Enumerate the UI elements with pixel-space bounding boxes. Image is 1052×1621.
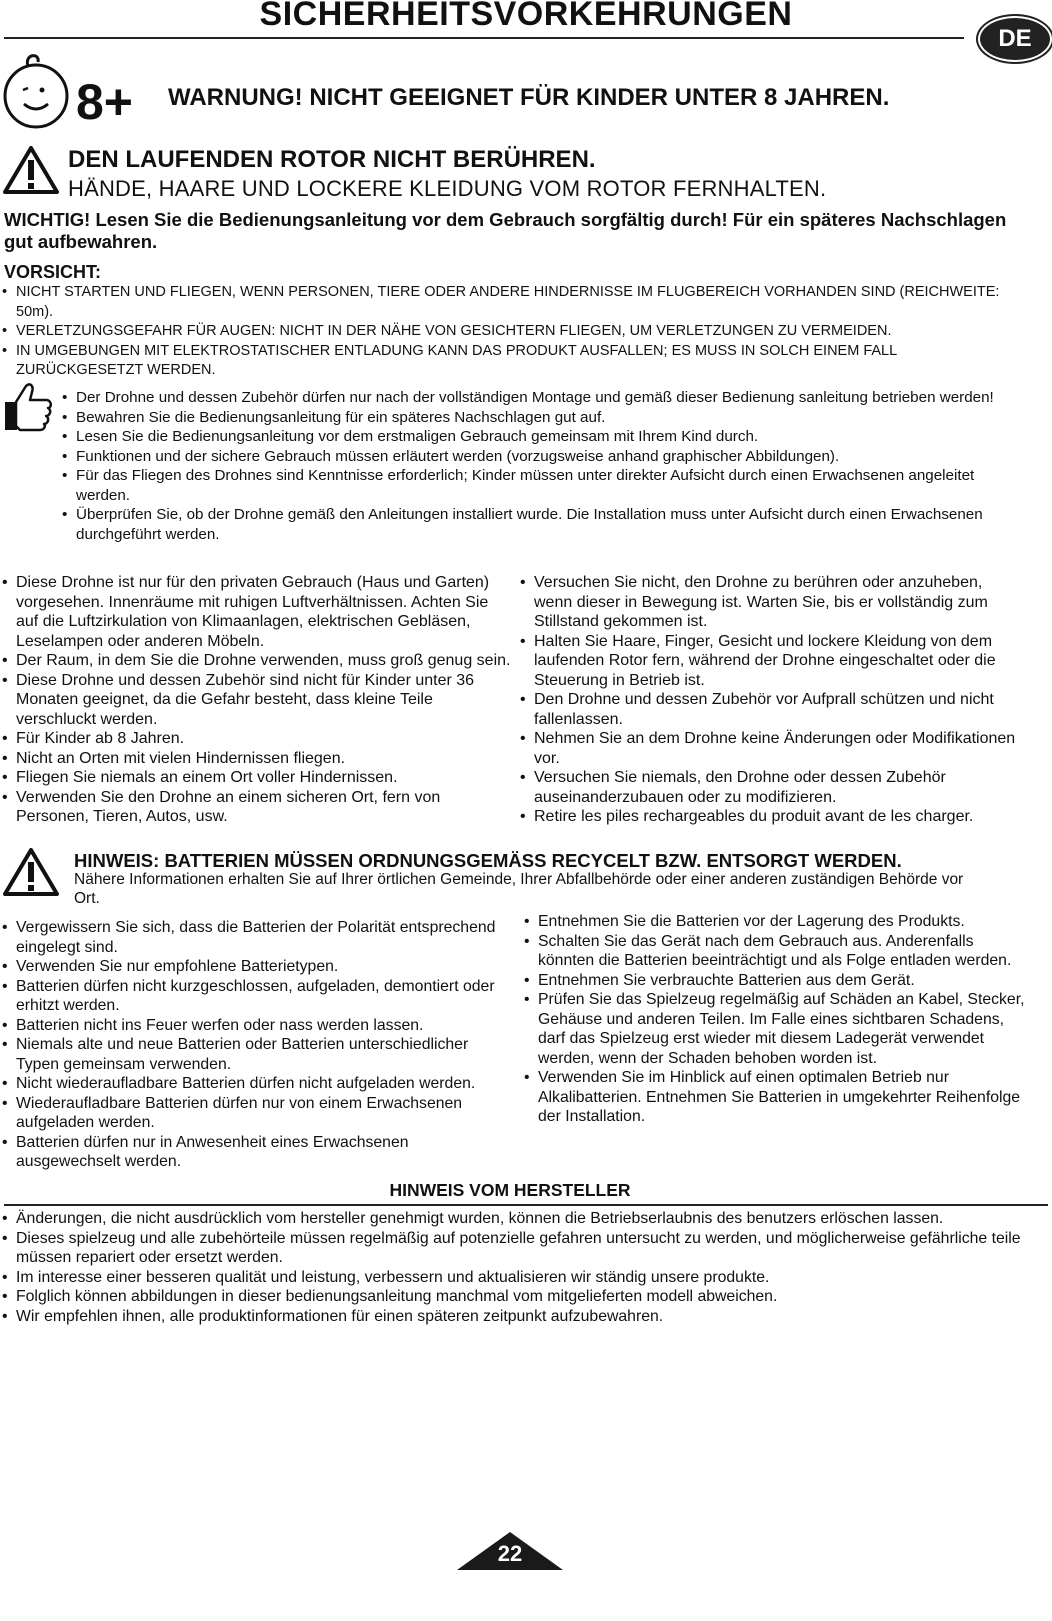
warning-triangle-icon [2, 144, 60, 196]
list-item: • Halten Sie Haare, Finger, Gesicht und lockere Kleidung von dem laufenden Rotor fern, während der Drohne eingeschaltet oder die Steuerung in Betrieb ist. [518, 632, 1023, 691]
age-warning: WARNUNG! NICHT GEEIGNET FÜR KINDER UNTER 8 JAHREN. [168, 84, 890, 111]
list-item: • Vergewissern Sie sich, dass die Batterien der Polarität entsprechend eingelegt sind. [0, 918, 512, 957]
caution-heading: VORSICHT: [4, 262, 102, 282]
list-item: • Nehmen Sie an dem Drohne keine Änderungen oder Modifikationen vor. [518, 729, 1023, 768]
list-item: • Änderungen, die nicht ausdrücklich vom hersteller genehmigt wurden, können die Betriebserlaubnis des benutzers erlöschen lassen. [0, 1209, 1030, 1229]
list-item: • Lesen Sie die Bedienungsanleitung vor dem erstmaligen Gebrauch gemeinsam mit Ihrem Kind durch. [60, 427, 1020, 447]
page-title: SICHERHEITSVORKEHRUNGEN [259, 0, 793, 33]
warning-triangle-icon [2, 846, 60, 898]
rotor-warning-subline: HÄNDE, HAARE UND LOCKERE KLEIDUNG VOM ROTOR FERNHALTEN. [68, 176, 827, 201]
list-item: • Batterien dürfen nicht kurzgeschlossen, aufgeladen, demontiert oder erhitzt werden. [0, 977, 512, 1016]
caution-list [0, 283, 1000, 381]
list-item: • Niemals alte und neue Batterien oder Batterien unterschiedlicher Typen gemeinsam verwenden. [0, 1035, 512, 1074]
rotor-warning-heading: DEN LAUFENDEN ROTOR NICHT BERÜHREN. [68, 146, 596, 173]
list-item: • Entnehmen Sie verbrauchte Batterien aus dem Gerät. [522, 971, 1027, 991]
list-item: • IN UMGEBUNGEN MIT ELEKTROSTATISCHER ENTLADUNG KANN DAS PRODUKT AUSFALLEN; ES MUSS IN SOLCH EINEM FALL ZURÜCKGESETZT WERDEN. [0, 342, 1000, 381]
list-item: • Folglich können abbildungen in dieser bedienungsanleitung manchmal vom mitgelieferten modell abweichen. [0, 1287, 1030, 1307]
battery-notice-heading: HINWEIS: BATTERIEN MÜSSEN ORDNUNGSGEMÄSS RECYCELT BZW. ENTSORGT WERDEN. [74, 850, 902, 871]
list-item: • Im interesse einer besseren qualität und leistung, verbessern und aktualisieren wir ständig unsere produkte. [0, 1268, 1030, 1288]
list-item: • Funktionen und der sichere Gebrauch müssen erläutert werden (vorzugsweise anhand graphischer Abbildungen). [60, 447, 1020, 467]
list-item: • Den Drohne und dessen Zubehör vor Aufprall schützen und nicht fallenlassen. [518, 690, 1023, 729]
list-item: • Batterien nicht ins Feuer werfen oder nass werden lassen. [0, 1016, 512, 1036]
list-item: • Wir empfehlen ihnen, alle produktinformationen für einen späteren zeitpunkt aufzubewahren. [0, 1307, 1030, 1327]
battery-list-right [522, 912, 1027, 1127]
thumbs-up-icon [2, 380, 56, 432]
list-item: • Fliegen Sie niemals an einem Ort voller Hindernissen. [0, 768, 512, 788]
tips-list [60, 388, 1020, 544]
list-item: • Bewahren Sie die Bedienungsanleitung für ein späteres Nachschlagen gut auf. [60, 408, 1020, 428]
list-item: • Diese Drohne ist nur für den privaten Gebrauch (Haus und Garten) vorgesehen. Innenräume mit ruhigen Luftverhältnissen. Achten Sie auf die Luftzirkulation von Klimaanlagen, elektrischen Gebläsen, Leselampen oder anderen Möbeln. [0, 573, 512, 651]
general-list-right [518, 573, 1023, 827]
list-item: • Schalten Sie das Gerät nach dem Gebrauch aus. Anderenfalls könnten die Batterien beeinträchtigt und als Folge entladen werden. [522, 932, 1027, 971]
list-item: • NICHT STARTEN UND FLIEGEN, WENN PERSONEN, TIERE ODER ANDERE HINDERNISSE IM FLUGBEREICH VORHANDEN SIND (REICHWEITE: 50m). [0, 283, 1000, 322]
list-item: • Der Raum, in dem Sie die Drohne verwenden, muss groß genug sein. [0, 651, 512, 671]
battery-list-left [0, 918, 512, 1172]
manufacturer-list [0, 1209, 1030, 1326]
important-note: WICHTIG! Lesen Sie die Bedienungsanleitung vor dem Gebrauch sorgfältig durch! Für ein späteres Nachschlagen gut aufbewahren. [4, 209, 1007, 252]
list-item: • Batterien dürfen nur in Anwesenheit eines Erwachsenen ausgewechselt werden. [0, 1133, 512, 1172]
list-item: • Verwenden Sie den Drohne an einem sicheren Ort, fern von Personen, Tieren, Autos, usw. [0, 788, 512, 827]
manufacturer-rule [4, 1204, 1048, 1206]
general-list-left [0, 573, 512, 827]
list-item: • VERLETZUNGSGEFAHR FÜR AUGEN: NICHT IN DER NÄHE VON GESICHTERN FLIEGEN, UM VERLETZUNGEN ZU VERMEIDEN. [0, 322, 1000, 342]
page-number: 22 [497, 1541, 523, 1566]
list-item: • Verwenden Sie im Hinblick auf einen optimalen Betrieb nur Alkalibatterien. Entnehmen Sie Batterien in umgekehrter Reihenfolge der Installation. [522, 1068, 1027, 1127]
battery-notice-subline: Nähere Informationen erhalten Sie auf Ihrer örtlichen Gemeinde, Ihrer Abfallbehörde oder einer anderen zuständigen Behörde vor Ort. [74, 871, 964, 907]
list-item: • Nicht wiederaufladbare Batterien dürfen nicht aufgeladen werden. [0, 1074, 512, 1094]
list-item: • Wiederaufladbare Batterien dürfen nur von einem Erwachsenen aufgeladen werden. [0, 1094, 512, 1133]
header-rule [4, 37, 964, 39]
list-item: • Versuchen Sie nicht, den Drohne zu berühren oder anzuheben, wenn dieser in Bewegung ist. Warten Sie, bis er vollständig zum Stillstand gekommen ist. [518, 573, 1023, 632]
age-number: 8+ [76, 74, 134, 130]
list-item: • Versuchen Sie niemals, den Drohne oder dessen Zubehör auseinanderzubauen oder zu modifizieren. [518, 768, 1023, 807]
list-item: • Überprüfen Sie, ob der Drohne gemäß den Anleitungen installiert wurde. Die Installation muss unter Aufsicht durch einen Erwachsenen durchgeführt werden. [60, 505, 1020, 544]
list-item: • Nicht an Orten mit vielen Hindernissen fliegen. [0, 749, 512, 769]
list-item: • Der Drohne und dessen Zubehör dürfen nur nach der vollständigen Montage und gemäß dieser Bedienung sanleitung betrieben werden! [60, 388, 1020, 408]
child-face-icon [2, 50, 72, 134]
manufacturer-heading: HINWEIS VOM HERSTELLER [389, 1180, 631, 1200]
list-item: • Dieses spielzeug und alle zubehörteile müssen regelmäßig auf potenzielle gefahren untersucht zu werden, und möglicherweise gefährliche teile müssen repariert oder ersetzt werden. [0, 1229, 1030, 1268]
list-item: • Entnehmen Sie die Batterien vor der Lagerung des Produkts. [522, 912, 1027, 932]
list-item: • Prüfen Sie das Spielzeug regelmäßig auf Schäden an Kabel, Stecker, Gehäuse und anderen Teilen. Im Falle eines sichtbaren Schadens, darf das Spielzeug erst wieder mit diesem Ladegerät verwendet werden, wenn der Schaden behoben worden ist. [522, 990, 1027, 1068]
list-item: • Für Kinder ab 8 Jahren. [0, 729, 512, 749]
language-badge: DE [980, 18, 1050, 60]
list-item: • Diese Drohne und dessen Zubehör sind nicht für Kinder unter 36 Monaten geeignet, da die Gefahr besteht, dass kleine Teile verschluckt werden. [0, 671, 512, 730]
list-item: • Für das Fliegen des Drohnes sind Kenntnisse erforderlich; Kinder müssen unter direkter Aufsicht durch einen Erwachsenen angeleitet werden. [60, 466, 1020, 505]
list-item: • Verwenden Sie nur empfohlene Batterietypen. [0, 957, 512, 977]
list-item: • Retire les piles rechargeables du produit avant de les charger. [518, 807, 1023, 827]
